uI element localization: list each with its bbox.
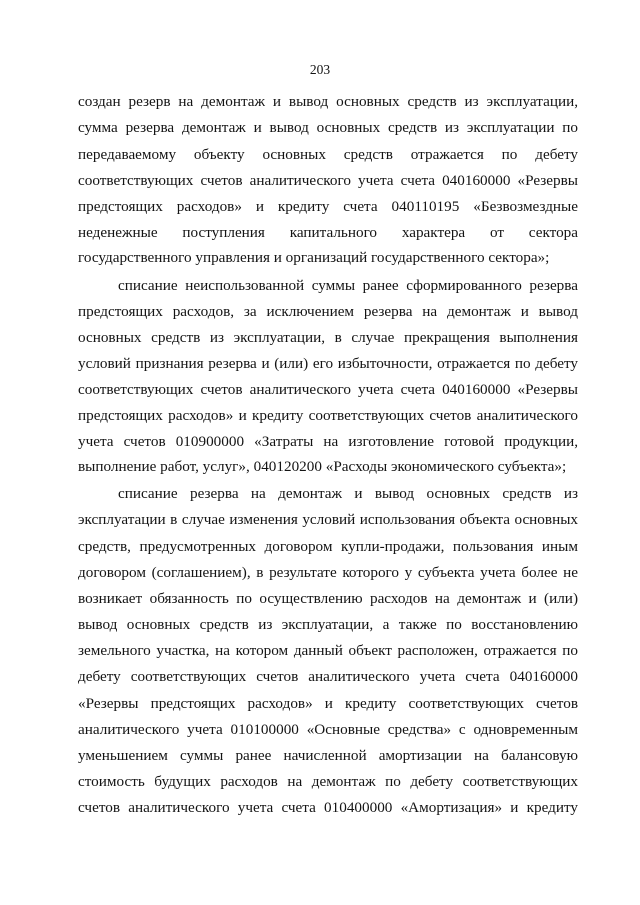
text-line: передаваемому объекту основных средств отражается по дебету — [78, 146, 578, 163]
text-line: государственного управления и организаций государственного сектора»; — [78, 249, 550, 266]
text-line: дебету соответствующих счетов аналитического учета счета 040160000 — [78, 668, 578, 685]
text-line: условий признания резерва и (или) его избыточности, отражается по дебету — [78, 355, 578, 372]
text-line: основных средств из эксплуатации, в случае прекращения выполнения — [78, 329, 578, 346]
text-line: списание резерва на демонтаж и вывод основных средств из — [118, 485, 578, 502]
text-line: неденежные поступления капитального характера от сектора — [78, 224, 578, 241]
text-line: счетов аналитического учета счета 010400000 «Амортизация» и кредиту — [78, 799, 578, 816]
text-line: выполнение работ, услуг», 040120200 «Расходы экономического субъекта»; — [78, 458, 567, 475]
text-line: списание неиспользованной суммы ранее сформированного резерва — [118, 277, 578, 294]
text-line: соответствующих счетов аналитического учета счета 040160000 «Резервы — [78, 172, 578, 189]
text-line: сумма резерва демонтаж и вывод основных средств из эксплуатации по — [78, 119, 578, 136]
text-line: договором (соглашением), в результате которого у субъекта учета более не — [78, 564, 578, 581]
text-line: возникает обязанность по осуществлению расходов на демонтаж и (или) — [78, 590, 578, 607]
text-line: соответствующих счетов аналитического учета счета 040160000 «Резервы — [78, 381, 578, 398]
text-line: предстоящих расходов» и кредиту соответствующих счетов аналитического — [78, 407, 578, 424]
text-line: предстоящих расходов, за исключением резерва на демонтаж и вывод — [78, 303, 578, 320]
text-line: средств, предусмотренных договором купли-продажи, пользования иным — [78, 538, 578, 555]
text-line: уменьшением суммы ранее начисленной амортизации на балансовую — [78, 747, 578, 764]
text-line: вывод основных средств из эксплуатации, а также по восстановлению — [78, 616, 578, 633]
text-line: «Резервы предстоящих расходов» и кредиту соответствующих счетов — [78, 695, 578, 712]
text-line: создан резерв на демонтаж и вывод основных средств из эксплуатации, — [78, 93, 578, 110]
text-line: предстоящих расходов» и кредиту счета 040110195 «Безвозмездные — [78, 198, 578, 215]
text-line: учета счетов 010900000 «Затраты на изготовление готовой продукции, — [78, 433, 578, 450]
text-line: аналитического учета 010100000 «Основные средства» с одновременным — [78, 721, 578, 738]
text-line: стоимость будущих расходов на демонтаж по дебету соответствующих — [78, 773, 578, 790]
text-line: земельного участка, на котором данный объект расположен, отражается по — [78, 642, 578, 659]
page-number: 203 — [309, 62, 331, 77]
text-line: эксплуатации в случае изменения условий использования объекта основных — [78, 511, 578, 528]
